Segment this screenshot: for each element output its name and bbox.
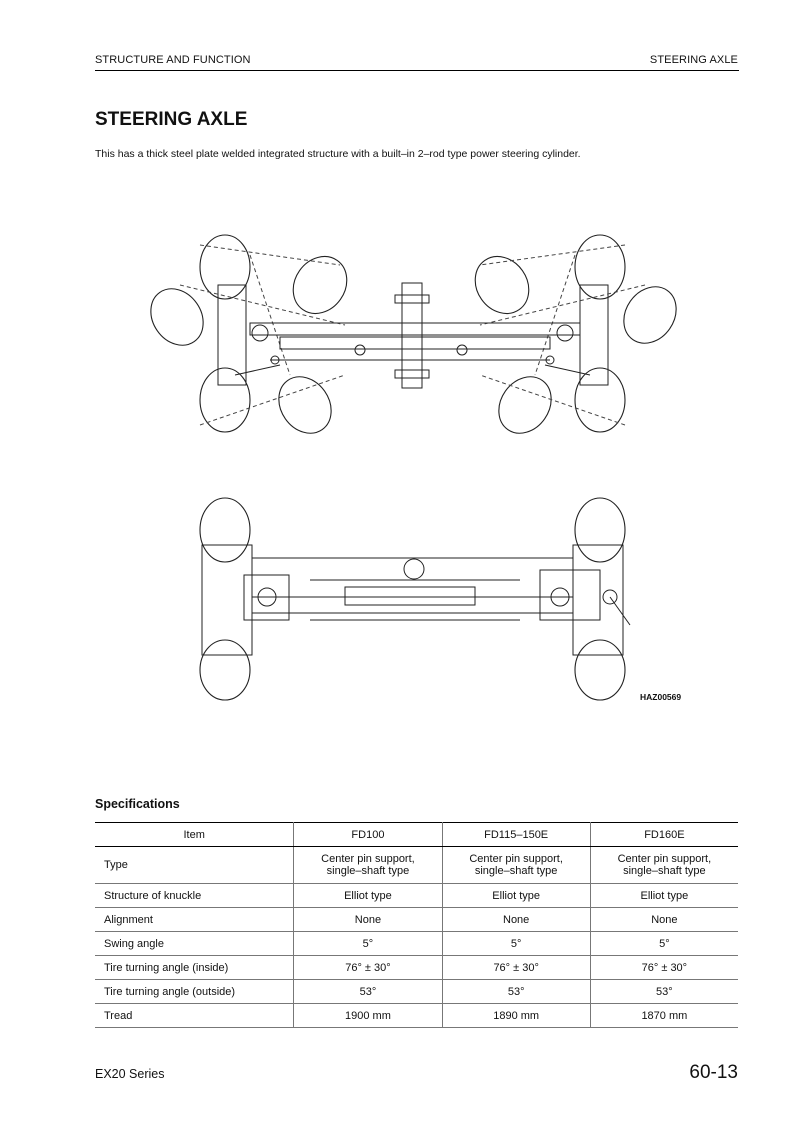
table-cell: None bbox=[294, 908, 442, 932]
table-row bbox=[95, 932, 738, 956]
steering-axle-diagram bbox=[140, 225, 700, 705]
table-row bbox=[95, 980, 738, 1004]
tire bbox=[200, 235, 250, 299]
table-cell: Elliot type bbox=[294, 884, 442, 908]
table-row bbox=[95, 908, 738, 932]
table-row bbox=[95, 884, 738, 908]
table-cell: 1900 mm bbox=[294, 1004, 442, 1028]
page-number: 60-13 bbox=[689, 1062, 738, 1083]
right-wheel-assembly-top bbox=[464, 235, 687, 443]
cell-line: single–shaft type bbox=[326, 865, 410, 877]
table-cell: 53° bbox=[590, 980, 738, 1004]
axle-top-view bbox=[140, 235, 687, 443]
axle-front-view bbox=[200, 498, 681, 702]
tire bbox=[575, 235, 625, 299]
table-cell: None bbox=[442, 908, 590, 932]
column-header: FD100 bbox=[294, 823, 442, 847]
figure-code: HAZ00569 bbox=[640, 692, 682, 702]
table-cell bbox=[590, 847, 738, 884]
table-cell: 53° bbox=[442, 980, 590, 1004]
steering-cylinder bbox=[345, 587, 475, 605]
cell-line: Center pin support, bbox=[321, 853, 415, 865]
intro-paragraph: This has a thick steel plate welded integrated structure with a built–in 2–rod type power steering cylinder. bbox=[95, 148, 581, 160]
tire bbox=[282, 246, 357, 324]
column-header: Item bbox=[95, 823, 294, 847]
tire bbox=[200, 640, 250, 700]
row-label: Tire turning angle (outside) bbox=[95, 980, 294, 1004]
table-cell: 76° ± 30° bbox=[590, 956, 738, 980]
row-label: Tread bbox=[95, 1004, 294, 1028]
cell-line: single–shaft type bbox=[474, 865, 558, 877]
row-label: Type bbox=[95, 847, 294, 884]
footer-series: EX20 Series bbox=[95, 1067, 165, 1081]
tire bbox=[268, 367, 342, 444]
table-row bbox=[95, 1004, 738, 1028]
table-row bbox=[95, 956, 738, 980]
table-cell: 53° bbox=[294, 980, 442, 1004]
table-cell: 1890 mm bbox=[442, 1004, 590, 1028]
left-wheel-assembly-top bbox=[140, 235, 358, 443]
specifications-table bbox=[95, 822, 738, 1028]
table-cell: Elliot type bbox=[442, 884, 590, 908]
cell-line: Center pin support, bbox=[617, 853, 712, 865]
table-cell: None bbox=[590, 908, 738, 932]
header-rule bbox=[95, 70, 739, 71]
table-cell: 5° bbox=[294, 932, 442, 956]
header-section-label: STRUCTURE AND FUNCTION bbox=[95, 54, 251, 66]
table-header-row bbox=[95, 823, 738, 847]
table-cell: 76° ± 30° bbox=[442, 956, 590, 980]
center-pin bbox=[404, 559, 424, 579]
column-header: FD115–150E bbox=[442, 823, 590, 847]
row-label: Tire turning angle (inside) bbox=[95, 956, 294, 980]
axle-beam-lower bbox=[280, 337, 550, 349]
column-header: FD160E bbox=[590, 823, 738, 847]
table-cell bbox=[294, 847, 442, 884]
tire bbox=[575, 498, 625, 562]
table-cell: 5° bbox=[590, 932, 738, 956]
row-label: Alignment bbox=[95, 908, 294, 932]
tire bbox=[575, 640, 625, 700]
row-label: Swing angle bbox=[95, 932, 294, 956]
table-cell bbox=[442, 847, 590, 884]
cell-line: Center pin support, bbox=[469, 853, 563, 865]
tire bbox=[200, 498, 250, 562]
table-cell: Elliot type bbox=[590, 884, 738, 908]
table-row bbox=[95, 847, 738, 884]
tire bbox=[464, 246, 539, 324]
axle-beam bbox=[250, 323, 580, 335]
header-topic-label: STEERING AXLE bbox=[649, 54, 738, 66]
cell-line: single–shaft type bbox=[623, 865, 706, 877]
specifications-heading: Specifications bbox=[95, 797, 180, 811]
table-cell: 76° ± 30° bbox=[294, 956, 442, 980]
tire bbox=[613, 277, 687, 354]
tire bbox=[488, 367, 562, 444]
table-cell: 5° bbox=[442, 932, 590, 956]
page-title: STEERING AXLE bbox=[95, 109, 248, 130]
row-label: Structure of knuckle bbox=[95, 884, 294, 908]
table-cell: 1870 mm bbox=[590, 1004, 738, 1028]
